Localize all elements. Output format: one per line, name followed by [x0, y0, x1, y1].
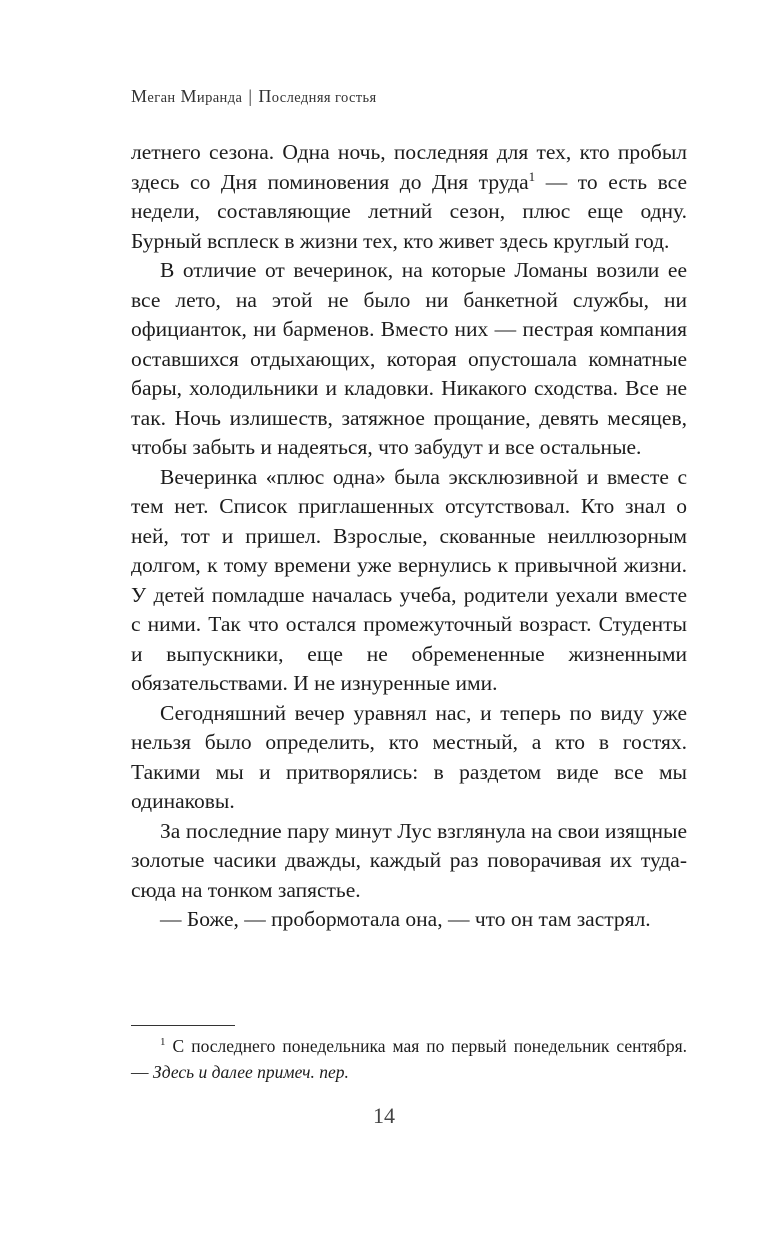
body-text: [131, 138, 687, 935]
footnote-text: С последнего понедельника мая по первый понедельник сентября. —: [131, 1036, 687, 1082]
paragraph-3: Вечеринка «плюс одна» была эксклюзивной и вместе с тем нет. Список приглашенных отсутствовал. Кто знал о ней, тот и пришел. Взрослые, скованные неиллюзорным долгом, к тому времени уже вернулись к привычной жизни. У детей помладше началась учеба, родители уехали вместе с ними. Так что остался промежуточный возраст. Студенты и выпускники, еще не обремененные жизненными обязательствами. И не изнуренные ими.: [131, 464, 687, 695]
footnote-attribution: Здесь и далее примеч. пер.: [152, 1062, 349, 1082]
header-author: Меган Миранда: [131, 86, 243, 106]
paragraph-1: летнего сезона. Одна ночь, последняя для тех, кто пробыл здесь со Дня поминовения до Дня труда$^1$ — то есть все недели, составляющие летний сезон, плюс еще одну. Бурный всплеск в жизни тех, кто живет здесь круглый год.: [131, 140, 687, 253]
paragraph-6: — Боже, — пробормотала она, — что он там застрял.: [160, 907, 651, 931]
footnote-marker: 1: [160, 1036, 166, 1048]
header-book-title: Последняя гостья: [258, 86, 377, 106]
paragraph-5: За последние пару минут Лус взглянула на свои изящные золотые часики дважды, каждый раз поворачивая их туда-сюда на тонком запястье.: [131, 818, 687, 902]
running-header: [131, 86, 377, 107]
footnote-reference: 1: [528, 168, 536, 184]
footnote-divider: [131, 1025, 235, 1026]
page-number: 14: [373, 1103, 395, 1128]
footnote: [131, 1033, 687, 1085]
paragraph-4: Сегодняшний вечер уравнял нас, и теперь по виду уже нельзя было определить, кто местный, а кто в гостях. Такими мы и притворялись: в раздетом виде все мы одинаковы.: [131, 700, 687, 813]
paragraph-2: В отличие от вечеринок, на которые Ломаны возили ее все лето, на этой не было ни банкетной службы, ни официанток, ни барменов. Вместо них — пестрая компания оставшихся отдыхающих, которая опустошала комнатные бары, холодильники и кладовки. Никакого сходства. Все не так. Ночь излишеств, затяжное прощание, девять месяцев, чтобы забыть и надеяться, что забудут и все остальные.: [131, 258, 687, 459]
header-separator: |: [248, 86, 253, 106]
